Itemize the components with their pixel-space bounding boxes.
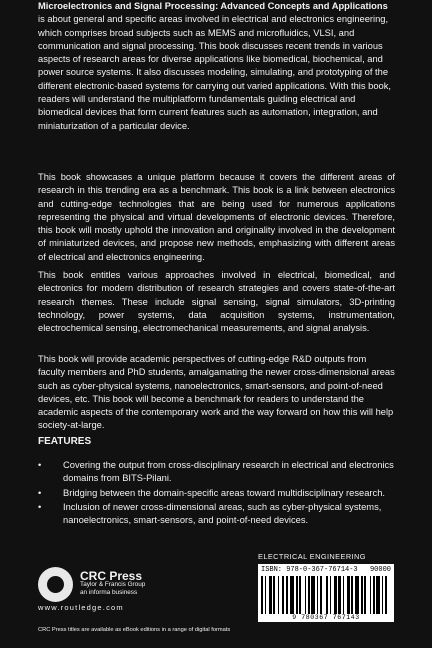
book-title: Microelectronics and Signal Processing: Advanced Concepts and Applications [38, 1, 388, 11]
category-label: ELECTRICAL ENGINEERING [258, 552, 366, 561]
description-p3: This book entitles various approaches involved in electrical, biomedical, and electronics for modern distribution of research strategies and covers state-of-the-art research themes. These include signal sensing, signal simulators, 3D-printing technology, power systems, data acquisition systems, instrumentation, electrochemical sensing, electromechanical measurements, and signal analysis. [38, 270, 395, 334]
publisher-brand [80, 571, 145, 597]
description-p2: This book showcases a unique platform because it covers the different areas of research in this trending era as a benchmark. This book is a link between electronics and cutting-edge technologies that are being used for numerous applications representing the physical and virtual developments of electronic devices. Therefore, this book will mostly uphold the innovation and originality involved in the development of miniaturized devices, and propose new methods, emphasizing with different areas of electrical and electronics engineering. [38, 172, 395, 262]
ebook-note: CRC Press titles are available as eBook editions in a range of digital formats [38, 627, 231, 633]
publisher-url: www.routledge.com [38, 603, 124, 612]
barcode-bars [261, 576, 391, 614]
features-heading: FEATURES [38, 436, 92, 447]
price-code: 90000 [369, 566, 391, 574]
feature-item: • Covering the output from cross-disciplinary research in electrical and electronics domains from BITS-Pilani. [38, 459, 398, 486]
publisher-name: CRC Press [80, 569, 143, 583]
feature-item: • Bridging between the domain-specific areas toward multidisciplinary research. [38, 487, 398, 500]
p1-text: is about general and specific areas involved in electrical and electronics engineering, which comprises broad subjects such as MEMS and microfluidics, VLSI, and communication and signal processing. This book discusses recent trends in various aspects of research areas for diverse applications like biomedical, biochemical, and power source systems. It also discusses modeling, simulating, and prototyping of the different electronic-based systems for carrying out varied applications. With this book, readers will understand the multiplatform fundamentals guiding electrical and biomedical devices that form current features such as automation, integration, and miniaturization of a particular device. [38, 14, 391, 131]
description-p4: This book will provide academic perspectives of cutting-edge R&D outputs from faculty members and PhD students, amalgamating the newer cross-dimensional areas such as cyber-physical systems, nanoelectronics, smart-sensors, and point-of-need devices, etc. This book will become a benchmark for readers to understand the academic aspects of the contemporary work and the way forward on how this will help society-at-large. [38, 354, 395, 431]
feature-item: • Inclusion of newer cross-dimensional areas, such as cyber-physical systems, nanoelectronics, smart-sensors, and point-of-need devices. [38, 501, 398, 528]
publisher-group: Taylor & Francis Group [80, 581, 146, 588]
features-list [38, 459, 398, 528]
crc-logo-icon [38, 567, 73, 602]
publisher-business: an informa business [80, 589, 138, 596]
isbn-barcode [258, 564, 394, 622]
description-p1 [38, 0, 395, 133]
isbn-text: ISBN: 978-0-367-76714-3 [261, 566, 358, 574]
barcode-digits: 9 780367 767143 [292, 614, 360, 621]
